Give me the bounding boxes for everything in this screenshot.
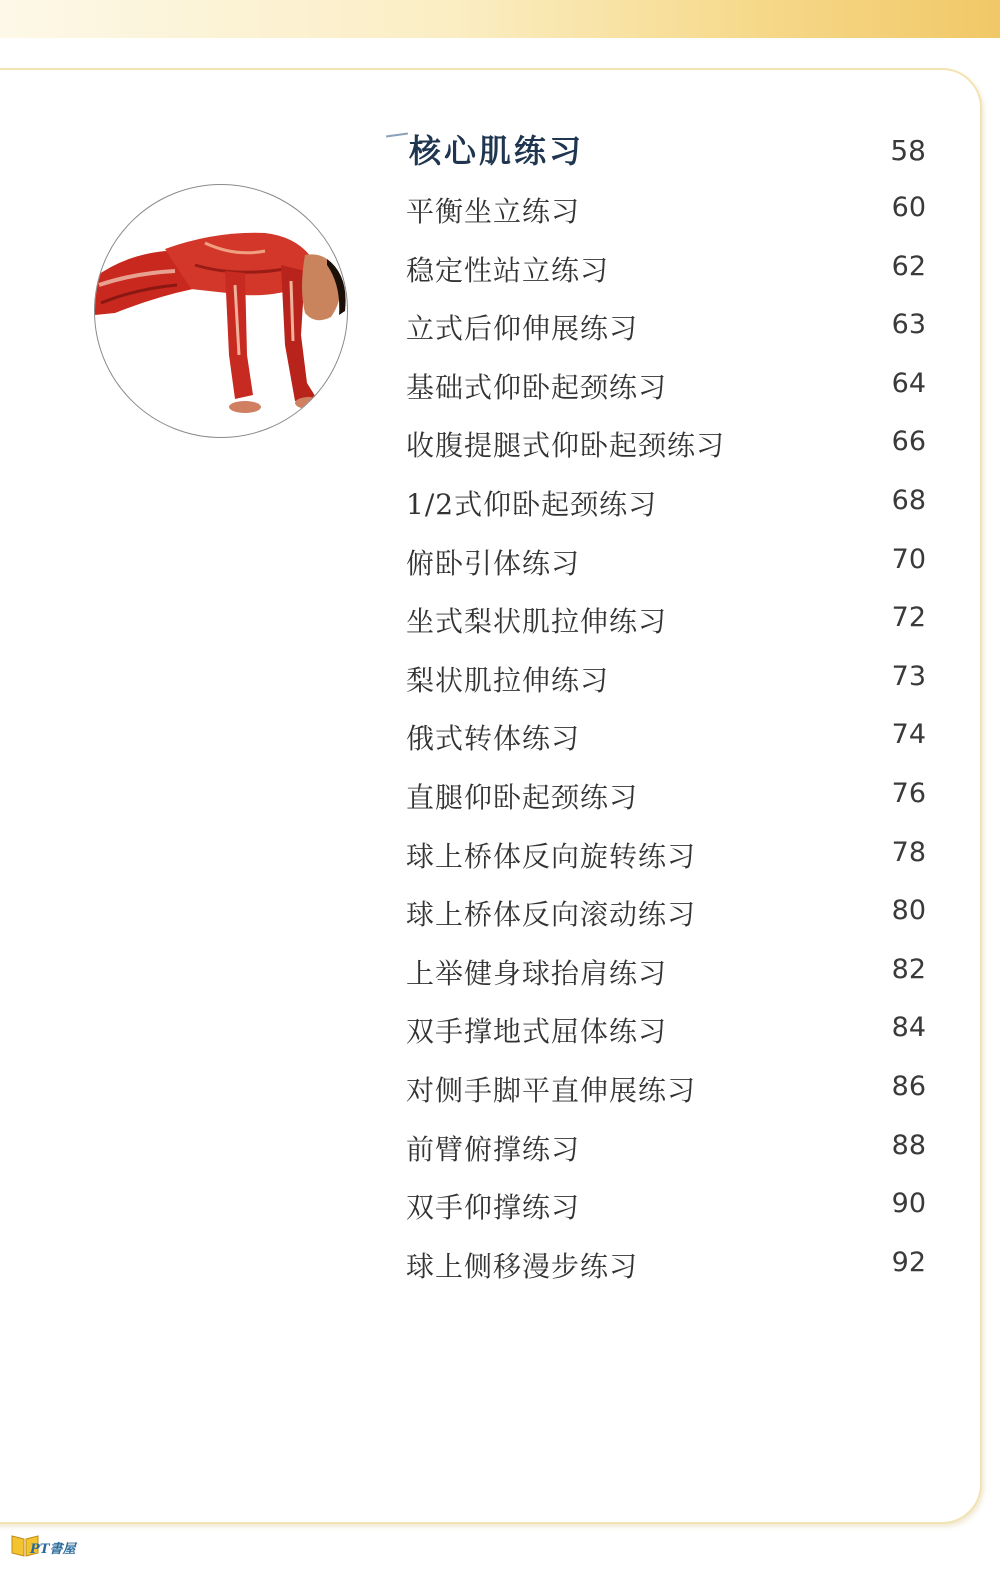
- toc-entry-label: 收腹提腿式仰卧起颈练习: [406, 429, 726, 463]
- toc-entry-page: 86: [891, 1070, 926, 1102]
- toc-entry[interactable]: [406, 772, 926, 831]
- toc-entry[interactable]: [406, 245, 926, 304]
- toc-entry-page: 78: [891, 836, 926, 868]
- toc-entry-page: 73: [891, 660, 926, 692]
- toc-entry-page: 60: [891, 192, 926, 223]
- toc-entry-page: 62: [891, 250, 926, 282]
- toc-entry-page: 80: [891, 895, 926, 927]
- toc-entry-label: 基础式仰卧起颈练习: [406, 370, 668, 404]
- toc-entry-label: 直腿仰卧起颈练习: [406, 780, 639, 814]
- toc-entry-label: 1/2式仰卧起颈练习: [406, 487, 658, 521]
- table-of-contents: [406, 186, 926, 1299]
- toc-entry-page: 68: [891, 484, 926, 516]
- toc-entry-label: 坐式梨状肌拉伸练习: [406, 605, 668, 639]
- toc-entry-page: 76: [891, 777, 926, 809]
- toc-entry-page: 84: [891, 1012, 926, 1044]
- toc-entry[interactable]: [406, 362, 926, 421]
- muscle-figure-illustration: [94, 184, 348, 438]
- toc-entry-page: 82: [891, 953, 926, 985]
- toc-entry[interactable]: [406, 948, 926, 1007]
- toc-entry[interactable]: [406, 1006, 926, 1065]
- toc-entry-page: 66: [891, 426, 926, 458]
- toc-entry-page: 74: [891, 719, 926, 751]
- toc-entry-page: 63: [891, 309, 926, 341]
- toc-entry[interactable]: [406, 596, 926, 655]
- section-heading: [386, 124, 926, 174]
- heading-dash-mark: [386, 132, 408, 137]
- toc-entry-label: 稳定性站立练习: [406, 253, 610, 287]
- toc-entry[interactable]: [406, 186, 926, 245]
- toc-entry-page: 92: [891, 1246, 926, 1278]
- toc-entry-label: 前臂俯撑练习: [406, 1132, 581, 1166]
- toc-entry[interactable]: [406, 1241, 926, 1300]
- toc-entry[interactable]: [406, 655, 926, 714]
- toc-entry[interactable]: [406, 479, 926, 538]
- toc-entry-label: 双手撑地式屈体练习: [406, 1015, 668, 1049]
- toc-entry-page: 90: [891, 1188, 926, 1220]
- toc-entry-page: 88: [891, 1129, 926, 1161]
- toc-entry[interactable]: [406, 831, 926, 890]
- toc-entry-label: 立式后仰伸展练习: [406, 312, 639, 346]
- top-color-band: [0, 0, 1000, 38]
- toc-entry[interactable]: [406, 1124, 926, 1183]
- section-page-number: 58: [890, 134, 926, 167]
- toc-entry-label: 梨状肌拉伸练习: [406, 663, 610, 697]
- toc-entry-label: 俯卧引体练习: [406, 546, 581, 580]
- toc-entry-label: 球上侧移漫步练习: [406, 1249, 639, 1283]
- toc-entry[interactable]: [406, 420, 926, 479]
- toc-entry-label: 平衡坐立练习: [406, 195, 581, 228]
- toc-entry[interactable]: [406, 713, 926, 772]
- toc-entry-page: 64: [891, 367, 926, 399]
- toc-entry[interactable]: [406, 303, 926, 362]
- toc-entry-label: 对侧手脚平直伸展练习: [406, 1073, 697, 1107]
- toc-entry-label: 上举健身球抬肩练习: [406, 956, 668, 990]
- toc-entry-label: 双手仰撑练习: [406, 1191, 581, 1225]
- toc-entry[interactable]: [406, 538, 926, 597]
- toc-entry[interactable]: [406, 889, 926, 948]
- toc-entry-page: 70: [891, 543, 926, 575]
- toc-entry[interactable]: [406, 1182, 926, 1241]
- toc-entry[interactable]: [406, 1065, 926, 1124]
- toc-entry-label: 球上桥体反向旋转练习: [406, 839, 697, 873]
- watermark-logo-text: PT書屋: [30, 1542, 76, 1557]
- toc-entry-label: 俄式转体练习: [406, 722, 581, 756]
- section-title[interactable]: 核心肌练习: [409, 132, 585, 170]
- toc-entry-label: 球上桥体反向滚动练习: [406, 898, 697, 932]
- toc-entry-page: 72: [891, 602, 926, 634]
